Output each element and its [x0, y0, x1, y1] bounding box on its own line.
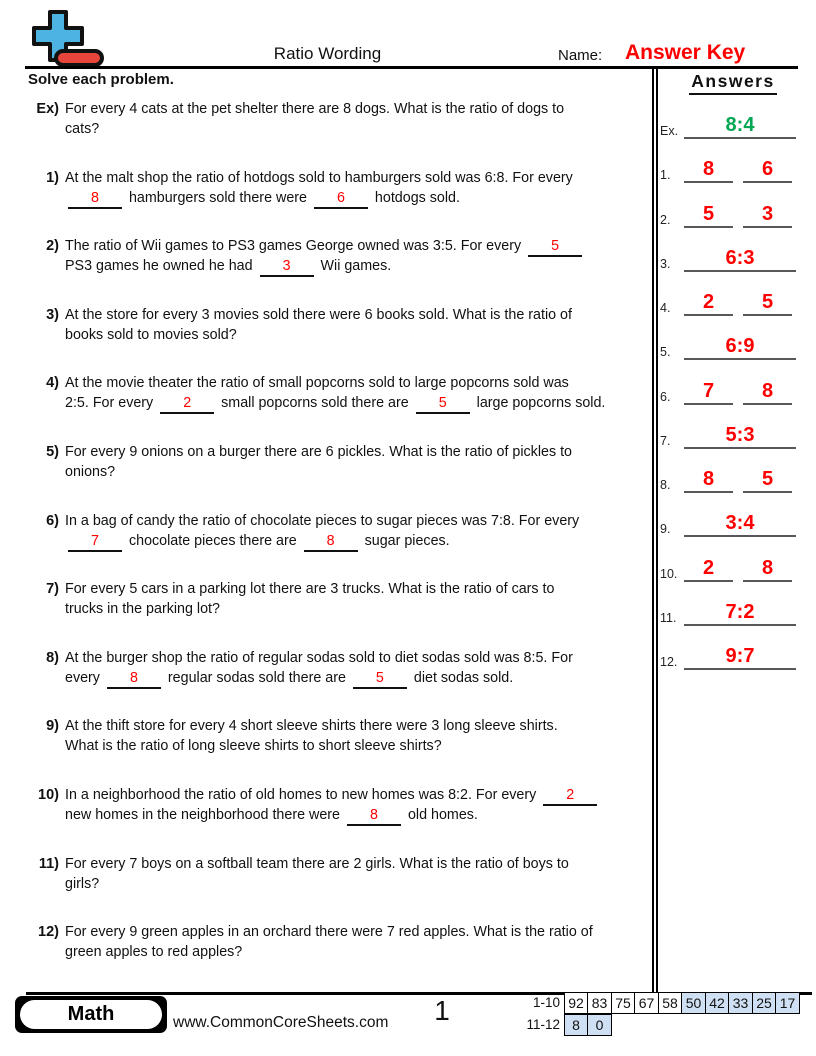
question-text-segment: cats? — [65, 120, 100, 137]
question-text-segment: trucks in the parking lot? — [65, 600, 220, 617]
answer-value: 5 — [743, 467, 792, 493]
question-text — [65, 717, 650, 757]
score-cell: 58 — [658, 992, 683, 1014]
question-item — [28, 169, 650, 209]
answer-value: 3:4 — [684, 511, 796, 537]
answer-label: 6. — [660, 390, 671, 404]
answer-value: 8 — [684, 157, 733, 183]
column-separator — [652, 68, 658, 993]
answer-label: 10. — [660, 567, 678, 581]
answer-value: 7 — [684, 379, 733, 405]
instructions-label: Solve each problem. — [28, 71, 174, 88]
answer-blank: 2 — [543, 788, 597, 806]
question-text-segment: Wii games. — [316, 258, 392, 274]
question-text-segment: diet sodas sold. — [409, 669, 514, 686]
question-text — [65, 855, 650, 895]
question-text-segment: In a bag of candy the ratio of chocolate pieces to sugar pieces was 7:8. For every — [65, 513, 580, 529]
answer-label: 5. — [660, 345, 671, 359]
question-text-segment: books sold to movies sold? — [65, 326, 237, 343]
question-text-segment: For every 7 boys on a softball team there are 2 girls. What is the ratio of boys to — [65, 856, 569, 872]
question-number: 11) — [38, 856, 59, 872]
question-item — [28, 855, 650, 895]
answer-label: 3. — [660, 257, 671, 271]
answer-blank: 8 — [304, 534, 358, 552]
subject-badge — [15, 996, 167, 1033]
question-text-segment: every — [65, 669, 104, 686]
answer-label: 9. — [660, 522, 671, 536]
question-text-segment: The ratio of Wii games to PS3 games George owned was 3:5. For every — [65, 238, 526, 254]
score-row-label: 11-12 — [526, 1017, 560, 1032]
answer-value: 7:2 — [684, 600, 796, 626]
answer-blank: 8 — [107, 671, 161, 689]
question-number: 12) — [38, 924, 59, 940]
question-text-segment: At the store for every 3 movies sold there were 6 books sold. What is the ratio of — [65, 307, 572, 323]
score-cell: 0 — [587, 1014, 612, 1036]
answer-value: 8 — [743, 556, 792, 582]
question-text-segment: For every 5 cars in a parking lot there are 3 trucks. What is the ratio of cars to — [65, 581, 555, 597]
answer-blank: 5 — [353, 671, 407, 689]
answer-label: 11. — [660, 611, 677, 625]
question-text-segment: sugar pieces. — [360, 532, 450, 549]
answer-value: 6 — [743, 157, 792, 183]
answer-value: 3 — [743, 202, 792, 228]
question-text-segment: regular sodas sold there are — [163, 669, 350, 686]
question-item — [28, 306, 650, 346]
question-item — [28, 374, 650, 414]
question-text-segment: small popcorns sold there are — [217, 394, 413, 411]
answer-value: 8 — [684, 467, 733, 493]
answers-row — [660, 378, 792, 405]
question-item — [28, 100, 650, 140]
question-text-segment: old homes. — [403, 807, 478, 823]
question-number: 1) — [46, 170, 59, 186]
answers-row — [660, 245, 796, 272]
page-title: Ratio Wording — [273, 44, 382, 63]
question-number: 6) — [46, 513, 59, 529]
subject-badge-label: Math — [20, 1000, 162, 1029]
score-cell: 42 — [705, 992, 730, 1014]
question-text-segment: At the burger shop the ratio of regular sodas sold to diet sodas sold was 8:5. For — [65, 650, 573, 666]
question-text — [65, 580, 650, 620]
answer-value: 2 — [684, 290, 733, 316]
question-number: 9) — [46, 718, 59, 734]
score-row — [498, 1014, 800, 1036]
answer-blank: 5 — [528, 239, 582, 257]
question-text — [65, 649, 650, 689]
question-text — [65, 237, 650, 277]
answer-value: 8 — [743, 379, 792, 405]
question-text-segment: PS3 games he owned he had — [65, 258, 257, 274]
question-text-segment: At the movie theater the ratio of small popcorns sold to large popcorns sold was — [65, 375, 569, 391]
answer-value: 5:3 — [684, 423, 796, 449]
question-number: 7) — [46, 581, 59, 597]
question-number: 8) — [46, 650, 59, 666]
name-label: Name: — [558, 47, 603, 64]
question-text — [65, 374, 650, 414]
footer-site-url: www.CommonCoreSheets.com — [173, 1014, 389, 1031]
score-cell: 33 — [728, 992, 753, 1014]
answer-blank: 6 — [314, 191, 368, 209]
answer-value: 6:3 — [684, 246, 796, 272]
answer-value: 6:9 — [684, 334, 796, 360]
answer-label: Ex. — [660, 124, 679, 138]
answers-row — [660, 156, 792, 183]
answers-row — [660, 643, 796, 670]
question-text — [65, 306, 650, 346]
score-cell: 92 — [564, 992, 589, 1014]
answers-row — [660, 466, 792, 493]
question-text-segment: onions? — [65, 463, 116, 480]
header-rule — [25, 66, 798, 69]
answer-value: 8:4 — [684, 113, 796, 139]
answers-row — [660, 555, 792, 582]
score-table — [498, 992, 800, 1036]
question-item — [28, 649, 650, 689]
question-item — [28, 443, 650, 483]
answers-row — [660, 289, 792, 316]
question-text-segment: For every 4 cats at the pet shelter there are 8 dogs. What is the ratio of dogs to — [65, 101, 565, 117]
question-text-segment: At the thift store for every 4 short sleeve shirts there were 3 long sleeve shirts. — [65, 718, 558, 734]
question-number: 3) — [46, 307, 59, 323]
answer-value: 5 — [684, 202, 733, 228]
question-text-segment: chocolate pieces there are — [125, 532, 301, 549]
question-number: 5) — [46, 444, 59, 460]
answer-key-label: Answer Key — [625, 41, 746, 64]
question-text — [65, 100, 650, 140]
question-text-segment: large popcorns sold. — [472, 394, 606, 411]
question-text — [65, 786, 650, 826]
question-item — [28, 512, 650, 552]
question-text-segment: new homes in the neighborhood there were — [65, 807, 344, 823]
answer-blank: 8 — [347, 808, 401, 826]
answer-value: 5 — [743, 290, 792, 316]
answers-row — [660, 112, 796, 139]
question-item — [28, 580, 650, 620]
question-item — [28, 237, 650, 277]
question-number: 2) — [46, 238, 59, 254]
answer-blank: 8 — [68, 191, 122, 209]
answers-row — [660, 510, 796, 537]
score-cell: 17 — [775, 992, 800, 1014]
answer-blank: 2 — [160, 396, 214, 414]
answers-row — [660, 422, 796, 449]
score-row — [498, 992, 800, 1014]
answer-blank: 3 — [260, 259, 314, 277]
question-text-segment: hamburgers sold there were — [125, 189, 311, 206]
answer-value: 9:7 — [684, 644, 796, 670]
answers-title: Answers — [658, 71, 808, 95]
question-text-segment: green apples to red apples? — [65, 943, 243, 960]
question-text-segment: For every 9 green apples in an orchard there were 7 red apples. What is the ratio of — [65, 924, 593, 940]
score-cell: 67 — [634, 992, 659, 1014]
question-number: 10) — [38, 787, 59, 803]
answers-row — [660, 201, 792, 228]
answer-label: 8. — [660, 478, 671, 492]
answer-label: 12. — [660, 655, 678, 669]
score-cell: 25 — [752, 992, 777, 1014]
question-text-segment: 2:5. For every — [65, 394, 158, 411]
answer-label: 1. — [660, 168, 671, 182]
question-number: 4) — [46, 375, 59, 391]
answer-blank: 7 — [68, 534, 122, 552]
score-row-label: 1-10 — [532, 995, 560, 1010]
answer-blank: 5 — [416, 396, 470, 414]
footer-page-number: 1 — [434, 995, 450, 1026]
answers-row — [660, 599, 796, 626]
question-text-segment: In a neighborhood the ratio of old homes to new homes was 8:2. For every — [65, 787, 541, 803]
question-item — [28, 717, 650, 757]
answer-label: 2. — [660, 213, 671, 227]
answer-label: 4. — [660, 301, 671, 315]
question-text — [65, 512, 650, 552]
answers-row — [660, 333, 796, 360]
question-text-segment: At the malt shop the ratio of hotdogs sold to hamburgers sold was 6:8. For every — [65, 170, 573, 186]
score-cell: 50 — [681, 992, 706, 1014]
answer-label: 7. — [660, 434, 671, 448]
question-text — [65, 169, 650, 209]
question-text-segment: What is the ratio of long sleeve shirts to short sleeve shirts? — [65, 737, 442, 754]
score-cell: 8 — [564, 1014, 589, 1036]
question-number: Ex) — [36, 101, 59, 117]
question-text-segment: For every 9 onions on a burger there are 6 pickles. What is the ratio of pickles to — [65, 444, 572, 460]
score-cell: 75 — [611, 992, 636, 1014]
question-text — [65, 923, 650, 963]
answer-value: 2 — [684, 556, 733, 582]
question-item — [28, 923, 650, 963]
question-text-segment: hotdogs sold. — [370, 189, 460, 206]
question-text-segment: girls? — [65, 875, 100, 892]
question-text — [65, 443, 650, 483]
score-cell: 83 — [587, 992, 612, 1014]
question-item — [28, 786, 650, 826]
